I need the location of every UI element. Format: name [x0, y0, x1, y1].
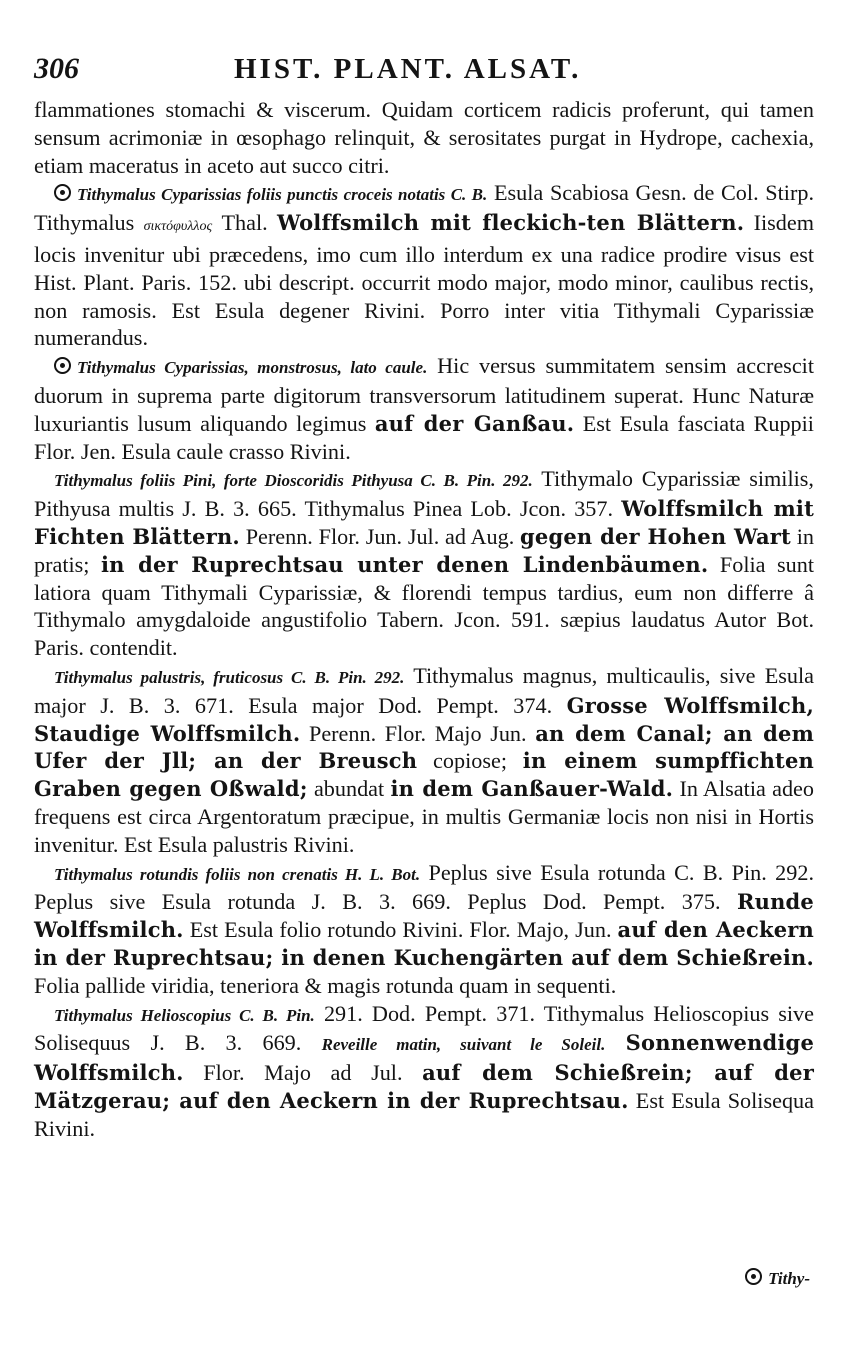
german-location: auf dem Schießrein; auf der Mätzgerau; auf den Aeckern in der Ruprechtsau. — [34, 1060, 814, 1113]
entry-cyparissias-monstrosus — [34, 352, 814, 465]
text-run: Tithymalus magnus, multicaulis, sive Esula major J. B. 3. 671. Esula major Dod. Pempt. 374. — [34, 662, 814, 718]
german-location: in dem Ganßauer-Wald. — [390, 776, 674, 802]
text-run: Folia pallide viridia, teneriora & magis rotunda quam in sequenti. — [34, 972, 617, 998]
text-run: Folia sunt latiora quam Tithymali Cyparissiæ, & florendi tempus tardius, eum non differre â Tithymalo amygdaloide angustifolio Tabern. Jcon. 591. sæpius laudatus Autor Bot. Paris. contendit. — [34, 551, 814, 661]
running-head: HIST. PLANT. ALSAT. — [234, 53, 582, 85]
text-run: Perenn. Flor. Jun. Jul. ad Aug. — [239, 523, 521, 549]
german-name: Runde Wolffsmilch. — [34, 889, 814, 943]
text-run: 291. Dod. Pempt. 371. Tithymalus Helioscopius sive Solisequus J. B. 3. 669. — [34, 1000, 814, 1056]
german-name: Wolffsmilch mit Fichten Blättern. — [34, 496, 815, 549]
text-run: Tithymalo Cyparissiæ similis, Pithyusa multis J. B. 3. 665. Tithymalus Pinea Lob. Jcon. 357. — [34, 466, 814, 522]
text-run: Hic versus summitatem sensim accrescit duorum in suprema parte digitorum transversorum latitudinem superat. Hunc Naturæ luxuriantis lusum aliquando legimus — [34, 353, 814, 436]
plant-name: Tithymalus palustris, fruticosus C. B. Pin. 292. — [54, 667, 405, 687]
plant-name: Tithymalus Cyparissias, monstrosus, lato caule. — [77, 358, 428, 378]
paragraph-1 — [34, 96, 814, 179]
plant-name: Tithymalus foliis Pini, forte Dioscoridis Pithyusa C. B. Pin. 292. — [54, 471, 533, 491]
text-run: Est Esula fasciata Ruppii Flor. Jen. Esula caule crasso Rivini. — [34, 410, 814, 464]
french-name: Reveille matin, suivant le Soleil. — [321, 1035, 606, 1055]
perennial-symbol-icon — [745, 1268, 762, 1285]
german-location: auf den Aeckern in der Ruprechtsau; in denen Kuchengärten auf dem Schießrein. — [34, 917, 814, 970]
german-location: in der Ruprechtsau unter denen Lindenbäumen. — [100, 551, 709, 577]
plant-name: Tithymalus rotundis foliis non crenatis H. L. Bot. — [54, 864, 421, 884]
page-number: 306 — [34, 52, 79, 85]
entry-cyparissias-punctis — [34, 179, 814, 352]
text-run: flammationes stomachi & viscerum. Quidam corticem radicis proferunt, qui tamen sensum acrimoniæ in œsophago relinquit, & serositates purgat in Hydrope, cachexia, etiam maceratus in aceto aut succo citri. — [34, 97, 814, 178]
entry-palustris — [34, 662, 814, 859]
text-run: Peplus sive Esula rotunda C. B. Pin. 292. Peplus sive Esula rotunda J. B. 3. 669. Peplus Dod. Pempt. 375. — [34, 859, 814, 915]
page-header — [34, 52, 814, 96]
german-name: Sonnenwendige Wolffsmilch. — [34, 1030, 815, 1086]
german-location: gegen der Hohen Wart — [520, 523, 791, 549]
text-run: Est Esula Solisequa Rivini. — [34, 1087, 814, 1141]
text-run: Thal. — [212, 210, 277, 236]
perennial-symbol-icon — [54, 357, 71, 374]
catchword — [745, 1267, 810, 1290]
plant-name: Tithymalus Cyparissias foliis punctis croceis notatis C. B. — [77, 185, 488, 205]
text-run: Perenn. Flor. Majo Jun. — [300, 720, 536, 746]
text-run — [605, 1030, 625, 1055]
text-run: Flor. Majo ad Jul. — [183, 1060, 423, 1086]
text-run: Est Esula folio rotundo Rivini. Flor. Majo, Jun. — [183, 917, 618, 943]
german-name: Grosse Wolffsmilch, Staudige Wolffsmilch. — [34, 692, 814, 746]
german-name: auf der Ganßau. — [374, 410, 575, 436]
entry-foliis-pini — [34, 465, 814, 662]
greek-name: σικτόφυλλος — [143, 219, 213, 235]
text-run: in pratis; — [34, 523, 814, 577]
german-name: Wolffsmilch mit fleckich-ten Blättern. — [277, 210, 745, 236]
text-run: Esula Scabiosa Gesn. de Col. Stirp. Tithymalus — [34, 180, 815, 236]
entry-rotundis-foliis — [34, 859, 814, 1000]
text-run: abundat — [307, 776, 391, 802]
entry-helioscopius — [34, 1000, 814, 1143]
text-run: Iisdem locis invenitur ubi præcedens, imo cum illo interdum ex una radice prodire visus est Hist. Plant. Paris. 152. ubi descript. occurrit modo major, modo minor, caulibus rectis, non ramosis. Est Esula degener Rivini. Porro inter vitia Tithymali Cyparissiæ numerandus. — [34, 210, 814, 351]
plant-name: Tithymalus Helioscopius C. B. Pin. — [54, 1005, 315, 1025]
perennial-symbol-icon — [54, 184, 71, 201]
german-location: an dem Canal; an dem Ufer der Jll; an der Breusch — [34, 720, 815, 774]
catchword-text: Tithy- — [768, 1269, 810, 1288]
text-run: copiose; — [417, 748, 523, 774]
german-location: in einem sumpffichten Graben gegen Oßwald; — [34, 748, 814, 802]
text-run: In Alsatia adeo frequens est circa Argentoratum præcipue, in multis Germaniæ locis non nisi in Hortis invenitur. Est Esula palustris Rivini. — [34, 776, 814, 857]
